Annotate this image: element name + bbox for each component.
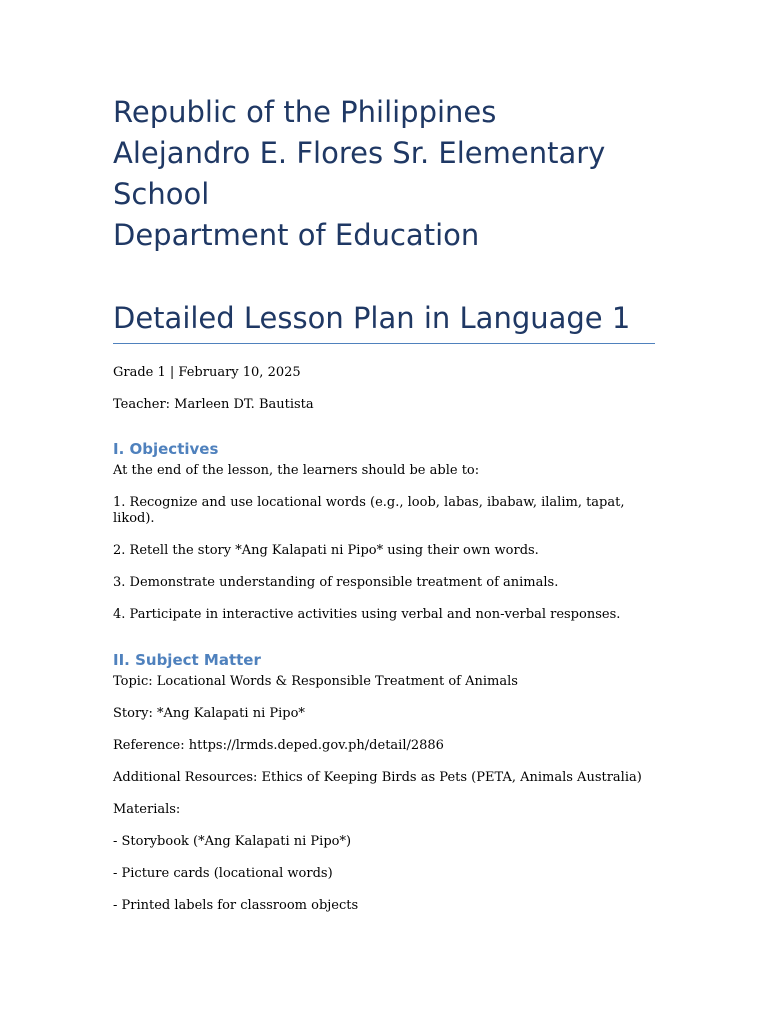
- objective-item: 2. Retell the story *Ang Kalapati ni Pipo* using their own words.: [113, 543, 539, 558]
- subject-topic: Topic: Locational Words & Responsible Treatment of Animals: [113, 674, 518, 689]
- objectives-intro: At the end of the lesson, the learners should be able to:: [113, 463, 480, 478]
- lesson-plan-title: Detailed Lesson Plan in Language 1: [113, 299, 655, 344]
- grade-date-line: Grade 1 | February 10, 2025: [113, 365, 301, 380]
- header-line-school: Alejandro E. Flores Sr. Elementary: [113, 136, 606, 170]
- material-item: - Picture cards (locational words): [113, 866, 333, 881]
- objective-item: 1. Recognize and use locational words (e.g., loob, labas, ibabaw, ilalim, tapat, likod).: [113, 495, 625, 526]
- teacher-line: Teacher: Marleen DT. Bautista: [113, 397, 314, 412]
- header-line-school-cont: School: [113, 177, 210, 211]
- objectives-heading: I. Objectives: [113, 440, 219, 458]
- subject-matter-heading: II. Subject Matter: [113, 651, 261, 669]
- subject-reference: Reference: https://lrmds.deped.gov.ph/detail/2886: [113, 738, 444, 753]
- header-line-department: Department of Education: [113, 218, 480, 252]
- document-header: [113, 92, 655, 256]
- material-item: - Storybook (*Ang Kalapati ni Pipo*): [113, 834, 352, 849]
- objective-item: 3. Demonstrate understanding of responsible treatment of animals.: [113, 575, 559, 590]
- subject-materials-label: Materials:: [113, 802, 181, 817]
- subject-story: Story: *Ang Kalapati ni Pipo*: [113, 706, 305, 721]
- header-line-republic: Republic of the Philippines: [113, 95, 497, 129]
- material-item: - Printed labels for classroom objects: [113, 898, 359, 913]
- subject-additional-resources: Additional Resources: Ethics of Keeping Birds as Pets (PETA, Animals Australia): [113, 770, 642, 785]
- document-page: [113, 92, 655, 914]
- objective-item: 4. Participate in interactive activities using verbal and non-verbal responses.: [113, 607, 621, 622]
